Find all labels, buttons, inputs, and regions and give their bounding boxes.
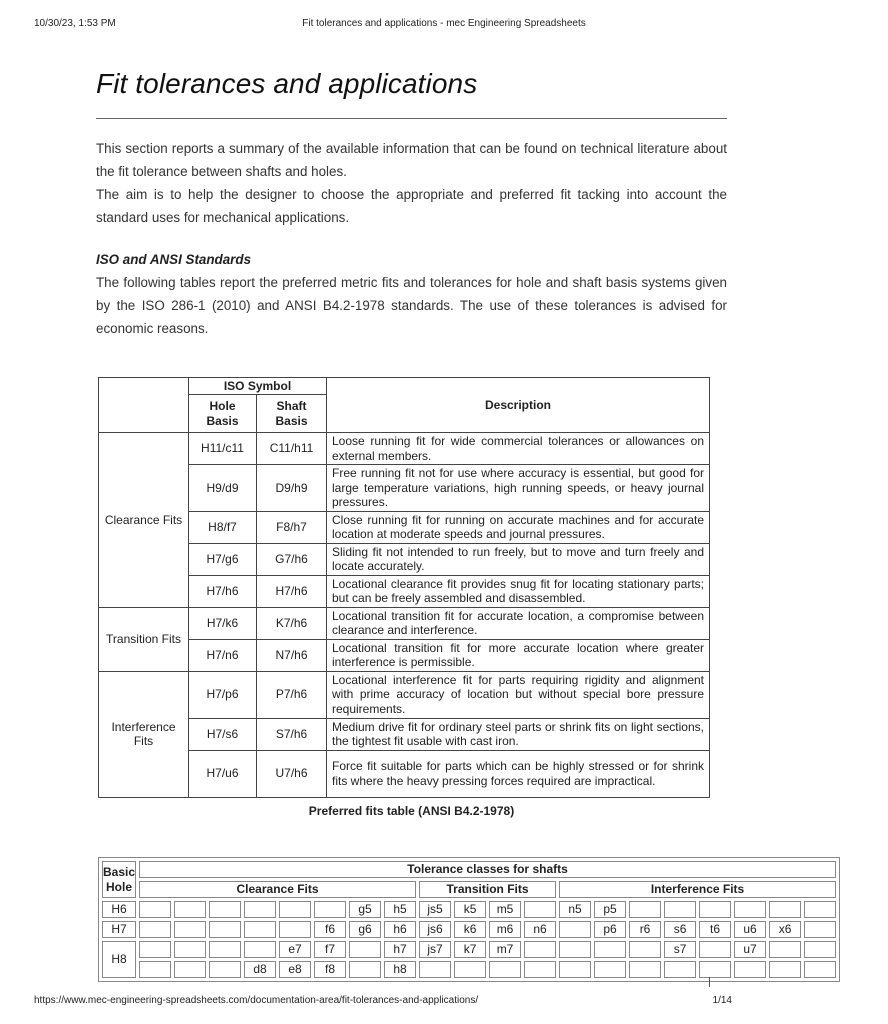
shaft-class-cell	[559, 961, 591, 978]
description-cell: Locational clearance fit provides snug fit for locating stationary parts; but can be freely assembled and disassembled.	[327, 575, 710, 607]
shaft-class-cell: f8	[314, 961, 346, 978]
table-row	[102, 941, 836, 958]
shaft-class-cell	[314, 901, 346, 918]
shaft-class-cell: m6	[489, 921, 521, 938]
fits-table-caption: Preferred fits table (ANSI B4.2-1978)	[308, 804, 515, 818]
print-url: https://www.mec-engineering-spreadsheets.com/documentation-area/fit-tolerances-and-applications/	[34, 995, 479, 1006]
shaft-class-cell	[209, 901, 241, 918]
table-row	[102, 901, 836, 918]
hole-basis-cell: H9/d9	[189, 465, 257, 512]
shaft-class-cell: e8	[279, 961, 311, 978]
description-cell: Locational transition fit for accurate location, a compromise between clearance and interference.	[327, 607, 710, 639]
hole-basis-cell: H11/c11	[189, 433, 257, 465]
hole-cell: H8	[102, 941, 136, 978]
shaft-class-cell: n6	[524, 921, 556, 938]
shaft-class-cell: s7	[664, 941, 696, 958]
shaft-class-cell	[734, 901, 766, 918]
shaft-class-cell: f7	[314, 941, 346, 958]
shaft-class-cell: p5	[594, 901, 626, 918]
shaft-basis-cell: D9/h9	[257, 465, 327, 512]
transition-fits-header: Transition Fits	[419, 881, 556, 898]
page-title: Fit tolerances and applications	[96, 68, 478, 99]
description-cell: Locational transition fit for more accurate location where greater interference is permissible.	[327, 639, 710, 671]
shaft-class-cell	[769, 941, 801, 958]
shaft-class-cell	[209, 941, 241, 958]
description-cell: Close running fit for running on accurate machines and for accurate location at moderate speeds and journal pressures.	[327, 511, 710, 543]
table-row	[102, 961, 836, 978]
shaft-class-cell	[524, 901, 556, 918]
hole-cell: H6	[102, 901, 136, 918]
shaft-basis-cell: C11/h11	[257, 433, 327, 465]
shaft-class-cell	[524, 941, 556, 958]
description-cell: Locational interference fit for parts requiring rigidity and alignment with prime accuracy of location but without special bore pressure requirements.	[327, 671, 710, 718]
shaft-basis-cell: G7/h6	[257, 543, 327, 575]
shaft-basis-cell: K7/h6	[257, 607, 327, 639]
shaft-class-cell: f6	[314, 921, 346, 938]
hole-basis-cell: H7/k6	[189, 607, 257, 639]
description-cell: Medium drive fit for ordinary steel parts or shrink fits on light sections, the tightest fit usable with cast iron.	[327, 718, 710, 750]
hole-basis-cell: H7/h6	[189, 575, 257, 607]
shaft-class-cell	[349, 961, 381, 978]
shaft-class-cell: t6	[699, 921, 731, 938]
shaft-basis-cell: F8/h7	[257, 511, 327, 543]
shaft-class-cell	[804, 901, 836, 918]
shaft-class-cell	[664, 901, 696, 918]
shaft-class-cell: h8	[384, 961, 416, 978]
tolerance-classes-wrapper	[98, 857, 792, 976]
shaft-class-cell	[524, 961, 556, 978]
shaft-class-cell: m7	[489, 941, 521, 958]
shaft-class-cell	[244, 941, 276, 958]
shaft-class-cell	[734, 961, 766, 978]
shaft-class-cell	[244, 901, 276, 918]
shaft-class-cell	[769, 901, 801, 918]
iso-symbol-header: ISO Symbol	[189, 378, 327, 395]
section-paragraph: The following tables report the preferred metric fits and tolerances for hole and shaft basis systems given by the ISO 286-1 (2010) and ANSI B4.2-1978 standards. The use of these tolerances is advised for economic reasons.	[96, 275, 727, 336]
shaft-class-cell: u7	[734, 941, 766, 958]
tolerance-classes-header: Tolerance classes for shafts	[139, 861, 836, 878]
shaft-class-cell: g5	[349, 901, 381, 918]
basic-hole-header: Basic Hole	[102, 861, 136, 898]
main-content	[96, 66, 727, 340]
intro	[96, 137, 727, 229]
interference-fits-header: Interference Fits	[559, 881, 836, 898]
intro-paragraph-1: This section reports a summary of the available information that can be found on technical literature about the fit tolerance between shafts and holes.	[96, 141, 727, 179]
shaft-class-cell: k6	[454, 921, 486, 938]
shaft-class-cell	[769, 961, 801, 978]
hole-basis-cell: H7/u6	[189, 750, 257, 797]
shaft-class-cell	[279, 901, 311, 918]
shaft-class-cell	[629, 901, 661, 918]
shaft-class-cell	[139, 901, 171, 918]
shaft-class-cell	[174, 921, 206, 938]
shaft-class-cell: g6	[349, 921, 381, 938]
shaft-class-cell: h7	[384, 941, 416, 958]
table-corner	[99, 378, 189, 433]
shaft-class-cell	[594, 961, 626, 978]
shaft-basis-cell: H7/h6	[257, 575, 327, 607]
shaft-class-cell: h5	[384, 901, 416, 918]
hole-basis-cell: H7/n6	[189, 639, 257, 671]
clearance-fits-header: Clearance Fits	[139, 881, 416, 898]
shaft-class-cell	[804, 961, 836, 978]
table-edge-line	[709, 977, 710, 987]
shaft-class-cell	[174, 941, 206, 958]
shaft-basis-header: Shaft Basis	[257, 395, 327, 433]
shaft-class-cell: u6	[734, 921, 766, 938]
print-title: Fit tolerances and applications - mec Engineering Spreadsheets	[302, 18, 586, 29]
shaft-class-cell: k5	[454, 901, 486, 918]
hole-basis-cell: H7/s6	[189, 718, 257, 750]
shaft-class-cell	[594, 941, 626, 958]
shaft-class-cell	[559, 941, 591, 958]
print-page-number: 1/14	[712, 995, 732, 1006]
table-row	[102, 921, 836, 938]
shaft-class-cell	[804, 941, 836, 958]
section-heading: ISO and ANSI Standards	[96, 252, 252, 267]
preferred-fits-table	[98, 377, 710, 798]
shaft-class-cell	[699, 941, 731, 958]
description-cell: Loose running fit for wide commercial tolerances or allowances on external members.	[327, 433, 710, 465]
description-cell: Sliding fit not intended to run freely, but to move and turn freely and locate accurately.	[327, 543, 710, 575]
shaft-class-cell: x6	[769, 921, 801, 938]
shaft-class-cell	[174, 961, 206, 978]
hole-basis-header: Hole Basis	[189, 395, 257, 433]
tolerance-classes-table	[98, 857, 840, 982]
description-cell: Free running fit not for use where accuracy is essential, but good for large temperature variations, high running speeds, or heavy journal pressures.	[327, 465, 710, 512]
shaft-class-cell	[629, 941, 661, 958]
shaft-class-cell	[454, 961, 486, 978]
shaft-basis-cell: S7/h6	[257, 718, 327, 750]
shaft-class-cell: m5	[489, 901, 521, 918]
shaft-basis-cell: N7/h6	[257, 639, 327, 671]
intro-paragraph-2: The aim is to help the designer to choose the appropriate and preferred fit tacking into account the standard uses for mechanical applications.	[96, 187, 727, 225]
shaft-basis-cell: U7/h6	[257, 750, 327, 797]
shaft-class-cell	[174, 901, 206, 918]
shaft-class-cell	[629, 961, 661, 978]
hole-basis-cell: H8/f7	[189, 511, 257, 543]
shaft-class-cell	[419, 961, 451, 978]
shaft-class-cell: s6	[664, 921, 696, 938]
shaft-class-cell	[279, 921, 311, 938]
print-datetime: 10/30/23, 1:53 PM	[34, 18, 116, 29]
shaft-class-cell: n5	[559, 901, 591, 918]
shaft-class-cell: p6	[594, 921, 626, 938]
shaft-class-cell	[489, 961, 521, 978]
shaft-class-cell	[559, 921, 591, 938]
group-interference: Interference Fits	[99, 671, 189, 797]
shaft-class-cell: js7	[419, 941, 451, 958]
hole-basis-cell: H7/g6	[189, 543, 257, 575]
shaft-class-cell	[139, 921, 171, 938]
description-header: Description	[327, 378, 710, 433]
shaft-class-cell	[139, 961, 171, 978]
shaft-class-cell	[699, 901, 731, 918]
hole-basis-cell: H7/p6	[189, 671, 257, 718]
title-divider	[96, 118, 727, 119]
hole-cell: H7	[102, 921, 136, 938]
shaft-class-cell	[349, 941, 381, 958]
shaft-class-cell: d8	[244, 961, 276, 978]
shaft-class-cell	[804, 921, 836, 938]
shaft-class-cell	[244, 921, 276, 938]
group-clearance: Clearance Fits	[99, 433, 189, 608]
shaft-class-cell: k7	[454, 941, 486, 958]
group-transition: Transition Fits	[99, 607, 189, 671]
shaft-class-cell	[139, 941, 171, 958]
shaft-class-cell: e7	[279, 941, 311, 958]
shaft-class-cell	[664, 961, 696, 978]
shaft-class-cell	[699, 961, 731, 978]
shaft-class-cell: h6	[384, 921, 416, 938]
shaft-class-cell	[209, 921, 241, 938]
shaft-class-cell: r6	[629, 921, 661, 938]
shaft-class-cell	[209, 961, 241, 978]
shaft-class-cell: js5	[419, 901, 451, 918]
shaft-class-cell: js6	[419, 921, 451, 938]
shaft-basis-cell: P7/h6	[257, 671, 327, 718]
description-cell: Force fit suitable for parts which can be highly stressed or for shrink fits where the heavy pressing forces required are impractical.	[327, 750, 710, 797]
